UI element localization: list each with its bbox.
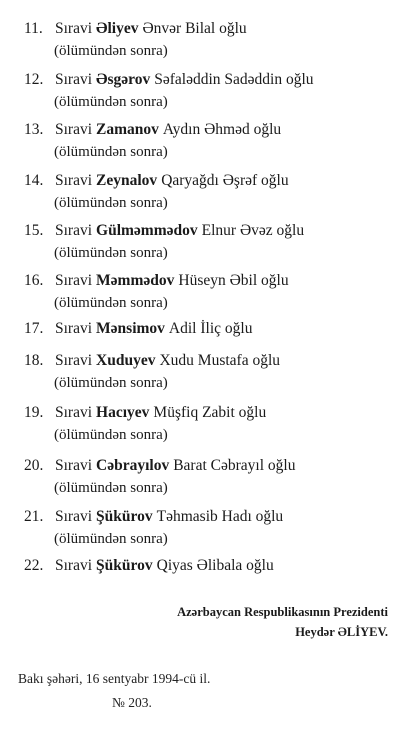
entry-number: 16. [24,272,44,289]
entry-given-name: Qaryağdı Əşrəf oğlu [161,172,289,189]
entry-given-name: Ənvər Bilal oğlu [142,20,247,37]
entry-number: 20. [24,457,44,474]
entry-surname: Əsgərov [96,71,151,88]
entry-rank: Sıravi [55,71,93,88]
entry-given-name: Elnur Əvəz oğlu [201,222,305,239]
entry-given-name: Xudu Mustafa oğlu [159,352,281,369]
entry-rank: Sıravi [55,20,93,37]
entry-surname: Əliyev [96,20,139,37]
entry-main-line [24,508,283,526]
entry-note: (ölümündən sonra) [54,480,168,496]
entry-surname: Şükürov [96,508,153,525]
entry-rank: Sıravi [55,508,93,525]
entry-number: 14. [24,172,44,189]
entry-note: (ölümündən sonra) [54,43,168,59]
entry-main-line [24,172,289,190]
entry-main-line [24,557,274,575]
entry-surname: Mənsimov [96,320,165,337]
entry-number: 21. [24,508,44,525]
entry-note: (ölümündən sonra) [54,375,168,391]
entry-surname: Xuduyev [96,352,156,369]
entry-number: 12. [24,71,44,88]
entry-given-name: Qiyas Əlibala oğlu [156,557,274,574]
entry-main-line [24,121,281,139]
entry-given-name: Barat Cəbrayıl oğlu [173,457,296,474]
entry-rank: Sıravi [55,457,93,474]
entry-given-name: Adil İliç oğlu [168,320,253,337]
entry-rank: Sıravi [55,172,93,189]
entry-number: 11. [24,20,43,37]
signature-title: Azərbaycan Respublikasının Prezidenti [177,605,388,619]
entry-note: (ölümündən sonra) [54,94,168,110]
signature-name: Heydər ƏLİYEV. [295,625,388,639]
entry-surname: Hacıyev [96,404,150,421]
place-date: Bakı şəhəri, 16 sentyabr 1994-cü il. [18,671,211,686]
entry-surname: Gülməmmədov [96,222,198,239]
entry-number: 18. [24,352,44,369]
entry-surname: Zamanov [96,121,159,138]
entry-note: (ölümündən sonra) [54,195,168,211]
entry-rank: Sıravi [55,404,93,421]
entry-rank: Sıravi [55,222,93,239]
decree-number: № 203. [112,695,152,710]
entry-main-line [24,20,247,38]
entry-main-line [24,272,289,290]
entry-surname: Cəbrayılov [96,457,170,474]
entry-note: (ölümündən sonra) [54,295,168,311]
entry-rank: Sıravi [55,272,93,289]
entry-note: (ölümündən sonra) [54,531,168,547]
entry-main-line [24,457,295,475]
entry-main-line [24,352,280,370]
entry-number: 15. [24,222,44,239]
entry-number: 17. [24,320,44,337]
entry-given-name: Təhmasib Hadı oğlu [156,508,284,525]
entry-rank: Sıravi [55,352,93,369]
entry-note: (ölümündən sonra) [54,427,168,443]
entry-rank: Sıravi [55,557,93,574]
entry-note: (ölümündən sonra) [54,144,168,160]
entry-number: 13. [24,121,44,138]
entry-rank: Sıravi [55,121,93,138]
entry-given-name: Səfaləddin Sadəddin oğlu [154,71,314,88]
entry-main-line [24,404,266,422]
entry-rank: Sıravi [55,320,93,337]
entry-main-line [24,222,304,240]
entry-surname: Zeynalov [96,172,158,189]
entry-given-name: Müşfiq Zabit oğlu [153,404,267,421]
entry-note: (ölümündən sonra) [54,245,168,261]
entry-main-line [24,71,314,89]
entry-main-line [24,320,252,338]
entry-given-name: Aydın Əhməd oğlu [162,121,282,138]
entry-number: 19. [24,404,44,421]
entry-surname: Məmmədov [96,272,175,289]
entry-given-name: Hüseyn Əbil oğlu [178,272,289,289]
entry-number: 22. [24,557,44,574]
entry-surname: Şükürov [96,557,153,574]
